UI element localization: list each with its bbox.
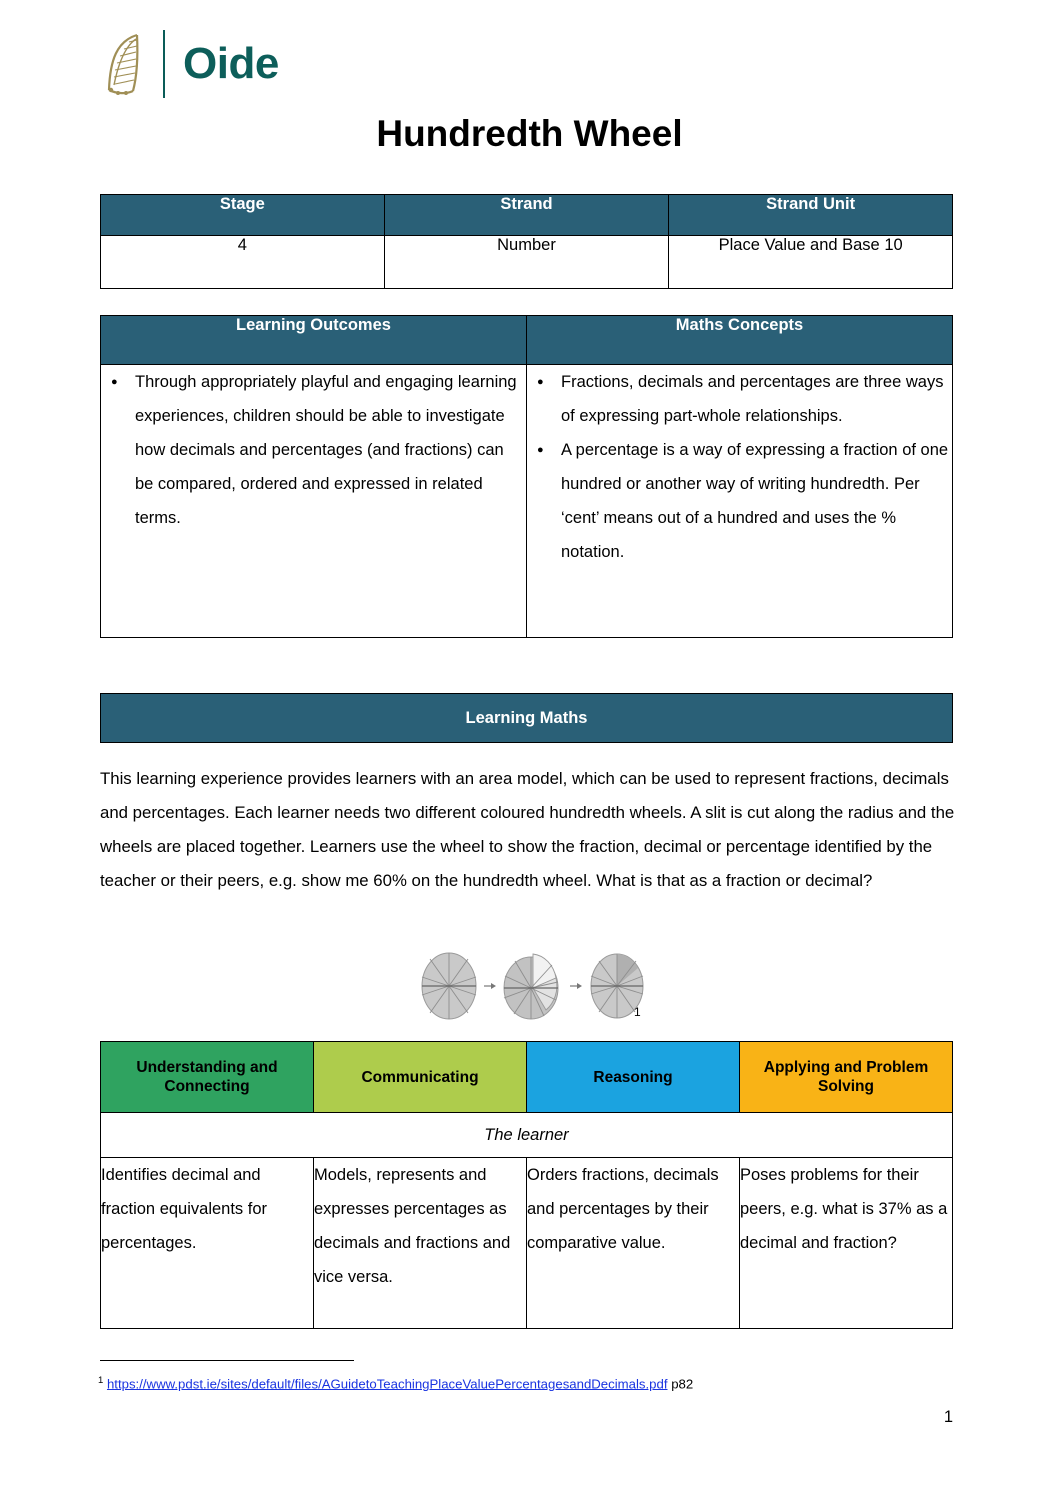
wheel-whole-icon [418,950,480,1022]
column-header-stage: Stage [101,195,385,236]
stage-table [100,194,953,289]
cell-stage-value: 4 [101,236,385,289]
subheader-the-learner: The learner [101,1113,953,1158]
column-header-learning-outcomes: Learning Outcomes [101,316,527,365]
cell-strand-unit-value: Place Value and Base 10 [669,236,953,289]
footnote [98,1372,978,1393]
harp-icon [103,30,149,98]
column-header-communicating: Communicating [314,1042,527,1113]
learning-maths-banner [100,693,953,743]
table-row [101,365,953,638]
cell-reasoning: Orders fractions, decimals and percentages by their comparative value. [527,1158,740,1329]
column-header-strand-unit: Strand Unit [669,195,953,236]
outcomes-table [100,315,953,638]
footnote-separator [100,1360,354,1361]
column-header-applying-and-problem-solving: Applying and Problem Solving [740,1042,953,1113]
arrow-right-icon [483,979,497,993]
cell-applying-and-problem-solving: Poses problems for their peers, e.g. what is 37% as a decimal and fraction? [740,1158,953,1329]
list-item: ● Fractions, decimals and percentages are three ways of expressing part-whole relationships. [561,365,952,433]
cell-communicating: Models, represents and expresses percentages as decimals and fractions and vice versa. [314,1158,527,1329]
wheel-split-icon [500,950,566,1022]
learning-outcomes-list [101,365,526,535]
learning-maths-banner-label: Learning Maths [465,708,588,727]
column-header-understanding-and-connecting: Understanding and Connecting [101,1042,314,1113]
oide-logo [103,28,279,100]
table-row [101,236,953,289]
table-row-header [101,316,953,365]
cell-strand-value: Number [384,236,669,289]
page-title: Hundredth Wheel [376,113,683,154]
brand-name: Oide [183,39,279,88]
table-row-header [101,1042,953,1113]
column-header-maths-concepts: Maths Concepts [527,316,953,365]
maths-concepts-list [527,365,952,569]
table-row [101,1158,953,1329]
learning-maths-paragraph: This learning experience provides learners with an area model, which can be used to represent fractions, decimals and percentages. Each learner needs two different coloured hundredth wheels. A slit is cut along the radius and the wheels are placed together. Learners use the wheel to show the fraction, decimal or percentage identified by the teacher or their peers, e.g. show me 60% on the hundredth wheel. What is that as a fraction or decimal? [100,769,955,890]
logo-divider [163,30,165,98]
column-header-reasoning: Reasoning [527,1042,740,1113]
cell-understanding-and-connecting: Identifies decimal and fraction equivalents for percentages. [101,1158,314,1329]
table-row-subheader [101,1113,953,1158]
table-row-header [101,195,953,236]
column-header-strand: Strand [384,195,669,236]
page-number: 1 [943,1408,953,1426]
list-item: ● Through appropriately playful and engaging learning experiences, children should be able to investigate how decimals and percentages (and fractions) can be compared, ordered and expressed in related terms. [135,365,526,535]
cell-learning-outcomes [101,365,527,638]
arrow-right-icon [569,979,583,993]
footnote-page-ref: p82 [671,1376,694,1392]
hundredth-wheel-figure [418,948,648,1024]
cell-maths-concepts [527,365,953,638]
figure-footnote-marker: 1 [634,1005,641,1019]
skills-table [100,1041,953,1329]
footnote-marker: 1 [98,1375,104,1386]
list-item: ● A percentage is a way of expressing a fraction of one hundred or another way of writing hundredth. Per ‘cent’ means out of a hundred and uses the % notation. [561,433,952,569]
footnote-link[interactable]: https://www.pdst.ie/sites/default/files/AGuidetoTeachingPlaceValuePercentagesandDecimals.pdf [106,1376,668,1392]
